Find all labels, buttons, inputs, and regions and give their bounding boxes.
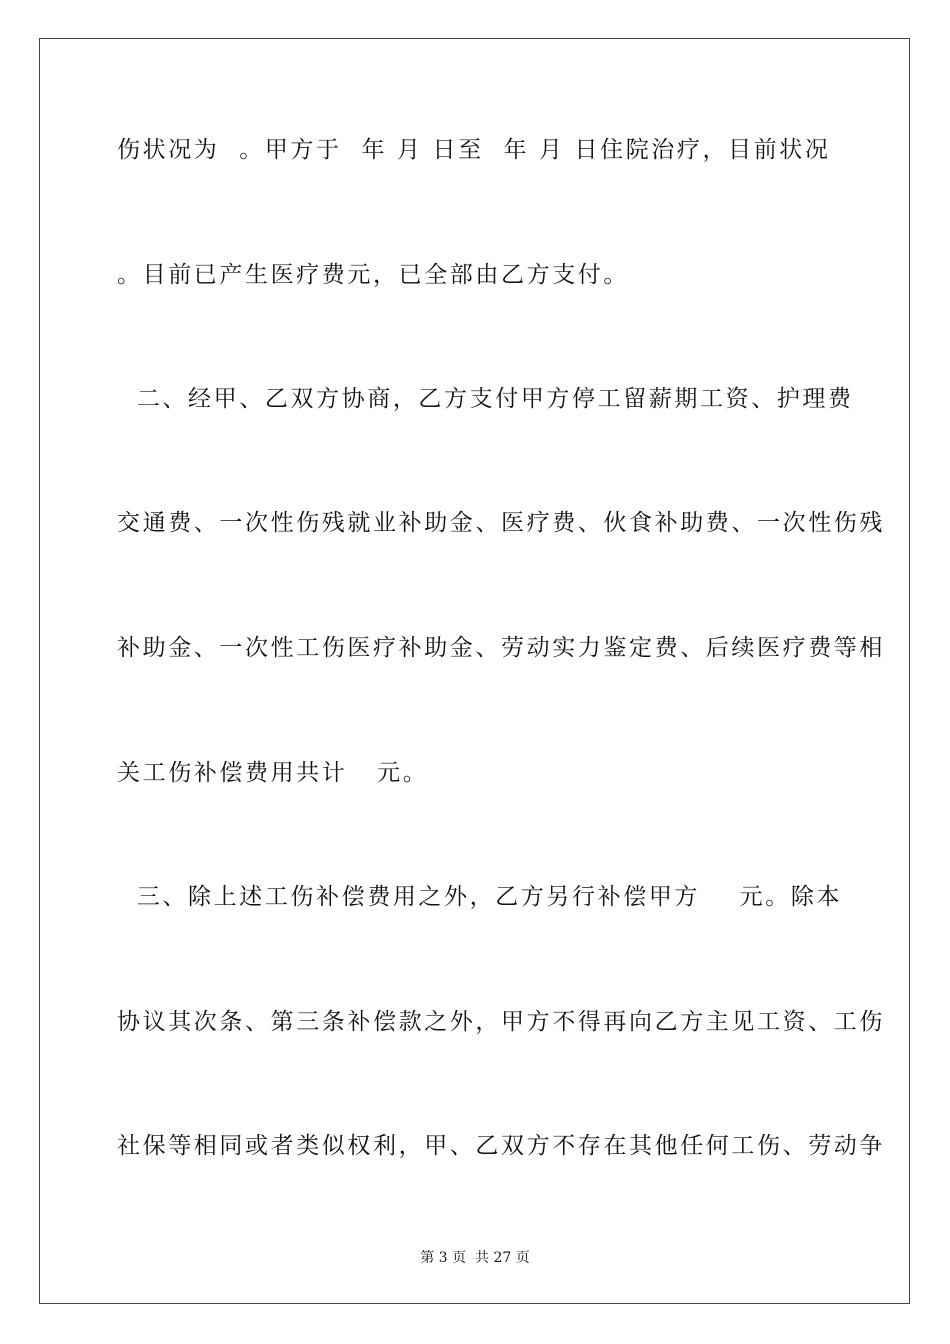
page-border	[39, 38, 910, 1304]
page-number-footer: 第 3 页 共 27 页	[420, 1250, 530, 1266]
body-line-2: 。目前已产生医疗费元，已全部由乙方支付。	[117, 262, 629, 288]
body-line-4: 交通费、一次性伤残就业补助金、医疗费、伙食补助费、一次性伤残	[117, 510, 885, 536]
body-line-9: 社保等相同或者类似权利，甲、乙双方不存在其他任何工伤、劳动争	[117, 1133, 885, 1159]
body-line-1: 伤状况为 。甲方于 年 月 日至 年 月 日住院治疗，目前状况	[117, 137, 831, 163]
body-line-5: 补助金、一次性工伤医疗补助金、劳动实力鉴定费、后续医疗费等相	[117, 635, 885, 661]
body-line-3: 二、经甲、乙双方协商，乙方支付甲方停工留薪期工资、护理费	[117, 386, 854, 412]
body-line-7: 三、除上述工伤补偿费用之外，乙方另行补偿甲方 元。除本	[117, 884, 843, 910]
body-line-8: 协议其次条、第三条补偿款之外，甲方不得再向乙方主见工资、工伤	[117, 1009, 885, 1035]
body-line-6: 关工伤补偿费用共计 元。	[117, 760, 429, 786]
